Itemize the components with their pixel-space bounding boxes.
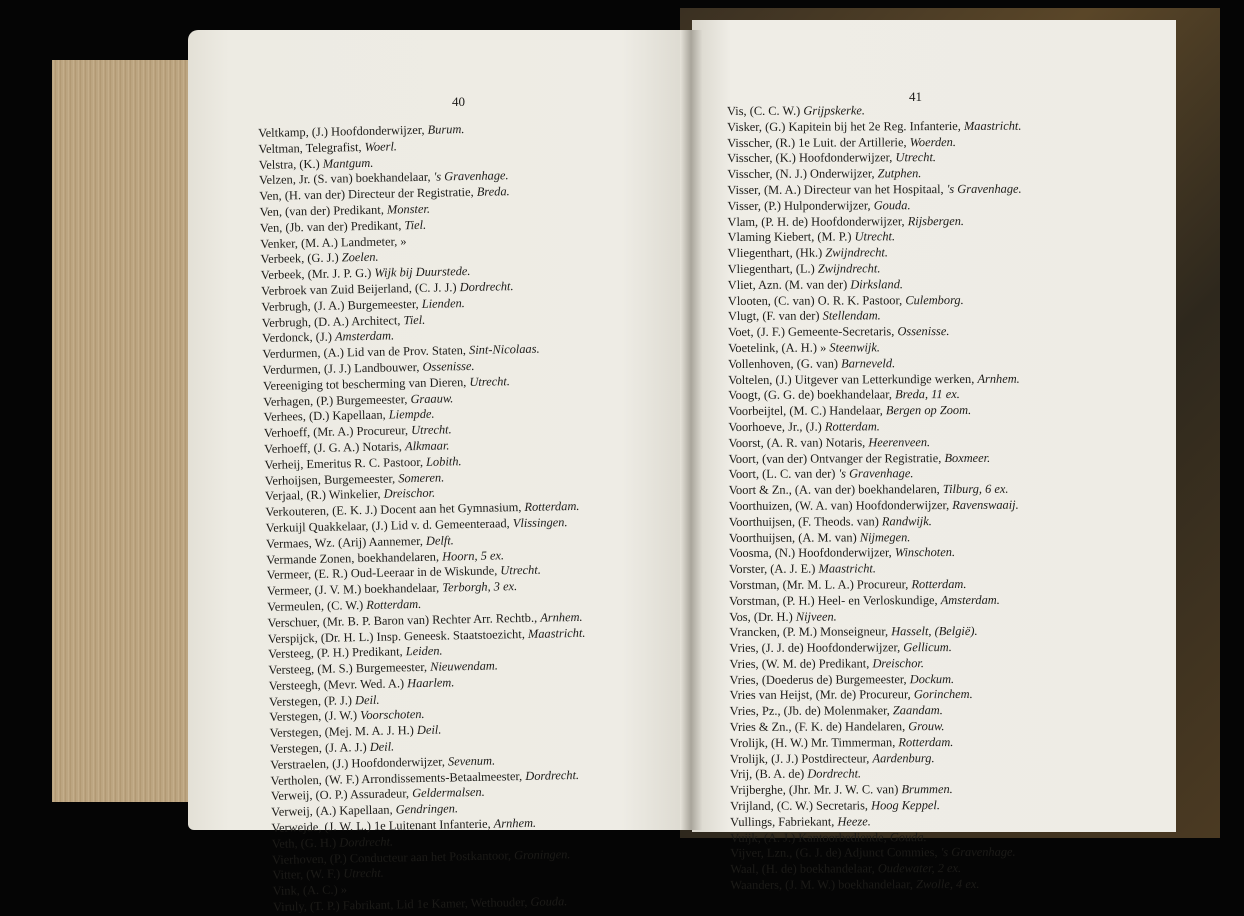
- entry-name: Velzen, Jr. (S. van) boekhandelaar,: [258, 170, 431, 188]
- directory-entry: [727, 103, 1021, 120]
- directory-entry: [730, 861, 1024, 878]
- entry-place: Randwijk.: [881, 513, 932, 529]
- entry-place: Brummen.: [901, 782, 953, 797]
- entry-place: Alkmaar.: [404, 438, 450, 454]
- entry-place: Dirksland.: [850, 276, 904, 292]
- entry-name: Voet, (J. F.) Gemeente-Secretaris,: [727, 324, 895, 340]
- entry-name: Vorstman, (Mr. M. L. A.) Procureur,: [729, 577, 909, 592]
- entry-name: Veltkamp, (J.) Hoofdonderwijzer,: [258, 122, 425, 140]
- entry-place: Utrecht.: [895, 150, 937, 165]
- entry-name: Verkuijl Quakkelaar, (J.) Lid v. d. Gemeenteraad,: [265, 516, 510, 535]
- entry-name: Voorhoeve, Jr., (J.): [728, 419, 822, 434]
- entry-place: Zwijndrecht.: [817, 261, 881, 276]
- entry-name: Viruly, (T. P.) Fabrikant, Lid 1e Kamer, Wethouder,: [272, 895, 528, 914]
- entry-name: Visser, (M. A.) Directeur van het Hospitaal,: [727, 182, 944, 197]
- entry-place: Gellicum.: [903, 640, 952, 655]
- left-entry-list: [258, 120, 591, 916]
- directory-entry: [728, 292, 1022, 309]
- entry-name: Vollenhoven, (G. van): [728, 356, 839, 371]
- entry-place: Stellendam.: [822, 308, 881, 323]
- entry-place: Nijmegen.: [859, 529, 911, 544]
- entry-name: Voosma, (N.) Hoofdonderwijzer,: [728, 545, 892, 561]
- entry-place: Tiel.: [403, 312, 426, 327]
- entry-place: 's Gravenhage.: [838, 466, 914, 481]
- entry-place: Deil.: [416, 722, 442, 738]
- entry-place: Rotterdam.: [898, 734, 954, 750]
- entry-place: Gorinchem.: [913, 687, 973, 702]
- directory-entry: [728, 355, 1022, 372]
- entry-place: Dreischor.: [872, 656, 924, 671]
- entry-place: Utrecht.: [500, 562, 541, 578]
- entry-place: Groningen.: [513, 846, 571, 862]
- entry-place: Zoelen.: [341, 250, 379, 265]
- entry-name: Vries van Heijst, (Mr. de) Procureur,: [729, 687, 911, 703]
- entry-name: Visscher, (N. J.) Onderwijzer,: [727, 166, 875, 182]
- entry-place: Rotterdam.: [524, 499, 580, 515]
- entry-name: Vermeulen, (C. W.): [267, 597, 364, 614]
- entry-name: Veth, (G. H.): [271, 835, 337, 851]
- entry-place: Tiel.: [404, 217, 427, 232]
- entry-place: Culemborg.: [905, 292, 964, 307]
- entry-place: Liempde.: [388, 407, 435, 422]
- directory-entry: [730, 735, 1024, 752]
- entry-place: Lienden.: [421, 295, 465, 311]
- entry-name: Verjaal, (R.) Winkelier,: [264, 487, 381, 504]
- directory-entry: [727, 182, 1021, 199]
- entry-name: Vrolijk, (H. W.) Mr. Timmerman,: [729, 735, 896, 750]
- entry-place: Gendringen.: [395, 801, 459, 817]
- entry-name: Voort, (L. C. van der): [728, 466, 836, 482]
- entry-place: Zwijndrecht.: [825, 245, 888, 260]
- entry-name: Verweij, (A.) Kapellaan,: [271, 802, 393, 820]
- entry-name: Voorthuijsen, (F. Theods. van): [728, 514, 879, 529]
- entry-place: Deil.: [354, 692, 380, 707]
- right-page-number: 41: [909, 89, 922, 104]
- entry-name: Voorbeijtel, (M. C.) Handelaar,: [728, 403, 883, 419]
- entry-name: Verhoeff, (J. G. A.) Notaris,: [264, 439, 403, 456]
- entry-name: Vlaming Kiebert, (M. P.): [727, 229, 852, 245]
- entry-place: Leiden.: [405, 643, 443, 659]
- directory-entry: [727, 119, 1021, 136]
- entry-place: Dordrecht.: [339, 834, 394, 850]
- book-text-block-edge: [52, 60, 202, 802]
- entry-name: Verbroek van Zuid Beijerland, (C. J. J.): [261, 280, 457, 298]
- directory-entry: [729, 545, 1023, 562]
- right-page: [692, 20, 1176, 893]
- entry-place: Ravenswaaij.: [952, 497, 1019, 512]
- entry-place: Bergen op Zoom.: [885, 403, 972, 418]
- entry-place: Hasselt, (België).: [891, 624, 978, 639]
- directory-entry: [729, 513, 1023, 530]
- entry-name: Vos, (Dr. H.): [729, 609, 793, 624]
- entry-place: Boxmeer.: [944, 450, 991, 465]
- entry-name: Ven, (H. van der) Directeur der Registratie,: [259, 185, 474, 204]
- directory-entry: [730, 829, 1024, 846]
- directory-entry: [730, 703, 1024, 720]
- entry-name: Vitter, (W. F.): [272, 867, 341, 883]
- entry-place: Heeze.: [837, 814, 871, 829]
- entry-place: Haarlem.: [407, 675, 455, 691]
- directory-entry: [729, 482, 1023, 499]
- entry-place: Graauw.: [410, 390, 454, 406]
- directory-entry: [729, 624, 1023, 641]
- entry-name: Verdurmen, (J. J.) Landbouwer,: [262, 359, 420, 377]
- entry-place: Geldermalsen.: [412, 785, 485, 801]
- entry-place: Woerden.: [909, 134, 956, 149]
- entry-place: Amsterdam.: [334, 328, 395, 344]
- entry-place: Zwolle, 4 ex.: [916, 876, 980, 892]
- entry-place: Hoog Keppel.: [871, 798, 940, 813]
- entry-name: Versteegh, (Mevr. Wed. A.): [268, 676, 405, 693]
- directory-entry: [727, 197, 1021, 214]
- entry-place: Dockum.: [909, 671, 955, 686]
- entry-place: Utrecht.: [854, 229, 896, 244]
- entry-name: Vries & Zn., (F. K. de) Handelaren,: [729, 719, 906, 735]
- entry-place: Maastricht.: [963, 118, 1022, 133]
- right-entry-list: [727, 103, 1025, 894]
- entry-name: Waal, (H. de) boekhandelaar,: [730, 861, 875, 877]
- entry-name: Vermaes, Wz. (Arij) Aannemer,: [265, 533, 423, 551]
- entry-place: Wijk bij Duurstede.: [374, 264, 471, 280]
- entry-name: Vlugt, (F. van der): [727, 308, 820, 324]
- entry-place: Tilburg, 6 ex.: [942, 481, 1009, 497]
- directory-entry: [728, 245, 1022, 262]
- entry-place: Gouda.: [889, 829, 927, 844]
- directory-entry: [727, 213, 1021, 230]
- entry-name: Vries, (W. M. de) Predikant,: [729, 656, 870, 671]
- entry-name: Vliegenthart, (L.): [727, 261, 815, 276]
- entry-place: Arnhem.: [977, 371, 1020, 386]
- entry-place: Dordrecht.: [459, 279, 514, 295]
- directory-entry: [727, 134, 1021, 151]
- directory-entry: [728, 229, 1022, 246]
- entry-name: Vrancken, (P. M.) Monseigneur,: [729, 624, 889, 640]
- entry-name: Verdonck, (J.): [261, 329, 333, 346]
- entry-place: Rotterdam.: [824, 419, 880, 434]
- entry-name: Vermeer, (E. R.) Oud-Leeraar in de Wiskunde,: [266, 563, 498, 583]
- directory-entry: [729, 529, 1023, 546]
- directory-entry: [727, 166, 1021, 183]
- entry-place: Terborgh, 3 ex.: [442, 579, 518, 595]
- entry-place: Zutphen.: [877, 166, 922, 181]
- directory-entry: [729, 671, 1023, 688]
- entry-name: Verbrugh, (J. A.) Burgemeester,: [261, 296, 419, 314]
- entry-name: Vermande Zonen, boekhandelaren,: [266, 549, 440, 567]
- directory-entry: [730, 719, 1024, 736]
- directory-entry: [729, 498, 1023, 515]
- entry-name: Verhagen, (P.) Burgemeester,: [263, 391, 408, 409]
- entry-name: Vierhoven, (P.) Conducteur aan het Postkantoor,: [271, 847, 512, 867]
- directory-entry: [728, 403, 1022, 420]
- entry-place: Gouda.: [873, 197, 911, 213]
- entry-place: Maastricht.: [527, 625, 586, 641]
- entry-place: Hoorn, 5 ex.: [441, 547, 505, 564]
- entry-place: Zaandam.: [892, 703, 943, 718]
- entry-name: Voorthuizen, (W. A. van) Hoofdonderwijzer,: [728, 497, 950, 513]
- entry-place: Deil.: [369, 739, 395, 755]
- directory-entry: [728, 324, 1022, 341]
- directory-entry: [729, 450, 1023, 467]
- entry-place: Utrecht.: [469, 373, 511, 389]
- entry-name: Visscher, (R.) 1e Luit. der Artillerie,: [727, 134, 907, 150]
- entry-place: Oudewater, 2 ex.: [877, 861, 962, 876]
- entry-place: Utrecht.: [343, 866, 384, 881]
- entry-name: Verspijck, (Dr. H. L.) Insp. Geneesk. Staatstoezicht,: [267, 626, 525, 646]
- entry-name: Vullings, Fabriekant,: [730, 814, 835, 829]
- directory-entry: [730, 750, 1024, 767]
- directory-entry: [730, 687, 1024, 704]
- entry-name: Voort, (van der) Ontvanger der Registratie,: [728, 450, 942, 466]
- entry-place: Rotterdam.: [911, 576, 967, 592]
- entry-name: Vermeer, (J. V. M.) boekhandelaar,: [266, 580, 440, 599]
- entry-name: Verbrugh, (D. A.) Architect,: [261, 312, 401, 330]
- entry-name: Voort & Zn., (A. van der) boekhandelaren,: [728, 482, 940, 498]
- entry-place: Lobith.: [425, 453, 462, 469]
- entry-place: Arnhem.: [493, 815, 537, 831]
- entry-place: Dordrecht.: [807, 766, 862, 782]
- entry-name: Vrolijk, (J. J.) Postdirecteur,: [729, 751, 870, 766]
- entry-name: Voorthuijsen, (A. M. van): [728, 529, 857, 545]
- entry-place: Delft.: [425, 533, 454, 548]
- entry-place: Someren.: [398, 470, 445, 485]
- entry-place: Breda.: [476, 184, 510, 199]
- entry-name: Verbeek, (Mr. J. P. G.): [260, 266, 372, 283]
- directory-entry: [727, 150, 1021, 167]
- entry-place: Winschoten.: [894, 545, 956, 560]
- entry-place: Dordrecht.: [525, 767, 580, 783]
- entry-name: Verbeek, (G. J.): [260, 250, 339, 267]
- entry-name: Vereeniging tot bescherming van Dieren,: [262, 374, 467, 393]
- entry-place: Maastricht.: [818, 561, 876, 576]
- entry-name: Vertholen, (W. F.) Arrondissements-Betaalmeester,: [270, 768, 523, 788]
- entry-name: Voorst, (A. R. van) Notaris,: [728, 435, 866, 450]
- book-gutter: [680, 30, 702, 830]
- entry-place: Arnhem.: [540, 609, 583, 625]
- entry-name: Venker, (M. A.) Landmeter, »: [260, 233, 407, 251]
- entry-name: Verstraelen, (J.) Hoofdonderwijzer,: [270, 754, 445, 772]
- entry-name: Verheij, Emeritus R. C. Pastoor,: [264, 454, 424, 472]
- entry-name: Versteeg, (P. H.) Predikant,: [268, 644, 403, 662]
- entry-place: 's Gravenhage.: [433, 168, 509, 185]
- entry-place: Aardenburg.: [872, 750, 935, 766]
- entry-name: Vliet, Azn. (M. van der): [727, 277, 848, 292]
- entry-name: Verwejde, (J. W. L.) 1e Luitenant Infanterie,: [271, 816, 491, 835]
- directory-entry: [728, 276, 1022, 293]
- entry-place: Nieuwendam.: [429, 658, 499, 674]
- entry-name: Versteeg, (M. S.) Burgemeester,: [268, 659, 428, 677]
- entry-name: Vliegenthart, (Hk.): [727, 245, 823, 261]
- entry-name: Voltelen, (J.) Uitgever van Letterkundige werken,: [728, 371, 975, 387]
- entry-name: Vlam, (P. H. de) Hoofdonderwijzer,: [727, 213, 905, 229]
- entry-place: Ossenisse.: [897, 324, 950, 339]
- entry-place: Grouw.: [908, 719, 945, 734]
- directory-entry: [730, 782, 1024, 799]
- directory-entry: [728, 387, 1022, 404]
- entry-name: Verstegen, (J. W.): [269, 708, 358, 725]
- left-page: [188, 30, 698, 914]
- left-page-number: 40: [452, 94, 465, 109]
- entry-name: Waanders, (J. M. W.) boekhandelaar,: [730, 877, 914, 893]
- entry-name: Verstegen, (P. J.): [268, 692, 353, 709]
- entry-name: Vis, (C. C. W.): [727, 103, 801, 118]
- entry-name: Verhoeff, (Mr. A.) Procureur,: [263, 423, 409, 441]
- entry-name: Voogt, (G. G. de) boekhandelaar,: [728, 387, 893, 403]
- directory-entry: [729, 561, 1023, 578]
- entry-name: Vrijland, (C. W.) Secretaris,: [730, 798, 869, 814]
- directory-entry: [729, 640, 1023, 657]
- directory-entry: [729, 608, 1023, 625]
- entry-place: Dreischor.: [383, 485, 436, 501]
- entry-name: Verhoijsen, Burgemeester,: [264, 470, 396, 488]
- entry-place: Steenwijk.: [829, 340, 880, 355]
- entry-name: Ven, (Jb. van der) Predikant,: [259, 218, 402, 235]
- entry-name: Vink, (A. C.) »: [272, 882, 348, 899]
- entry-name: Veltman, Telegrafist,: [258, 139, 362, 156]
- directory-entry: [729, 656, 1023, 673]
- entry-name: Verhees, (D.) Kapellaan,: [263, 407, 386, 425]
- entry-place: Voorschoten.: [360, 707, 425, 723]
- entry-name: Vries, (Doederus de) Burgemeester,: [729, 671, 907, 687]
- directory-entry: [728, 434, 1022, 451]
- entry-name: Vlooten, (C. van) O. R. K. Pastoor,: [727, 292, 903, 308]
- entry-name: Vrij, (B. A. de): [729, 767, 805, 782]
- entry-name: Verstegen, (Mej. M. A. J. H.): [269, 723, 414, 741]
- directory-entry: [728, 371, 1022, 388]
- entry-place: 's Gravenhage.: [940, 845, 1016, 860]
- directory-entry: [728, 419, 1022, 436]
- entry-place: Gouda.: [530, 894, 568, 909]
- entry-name: Vrijberghe, (Jhr. Mr. J. W. C. van): [729, 782, 899, 798]
- entry-name: Verstegen, (J. A. J.): [269, 740, 367, 756]
- directory-entry: [728, 261, 1022, 278]
- entry-place: Utrecht.: [410, 422, 452, 438]
- entry-place: Barneveld.: [841, 356, 896, 371]
- entry-place: Mantgum.: [322, 155, 374, 171]
- directory-entry: [728, 308, 1022, 325]
- directory-entry: [730, 877, 1024, 894]
- entry-name: Vijver, Lzn., (G. J. de) Adjunct Commies,: [730, 845, 938, 861]
- entry-place: Breda, 11 ex.: [895, 387, 960, 402]
- entry-place: Ossenisse.: [422, 358, 475, 374]
- entry-name: Ven, (van der) Predikant,: [259, 202, 384, 219]
- directory-entry: [730, 845, 1024, 862]
- directory-entry: [729, 466, 1023, 483]
- entry-place: Amsterdam.: [940, 592, 1000, 607]
- entry-place: Monster.: [386, 201, 431, 217]
- entry-name: Verschuer, (Mr. B. P. Baron van) Rechter Arr. Rechtb.,: [267, 610, 538, 630]
- entry-place: 's Gravenhage.: [946, 181, 1022, 197]
- entry-name: Visscher, (K.) Hoofdonderwijzer,: [727, 150, 893, 166]
- entry-place: Vlissingen.: [512, 515, 568, 531]
- directory-entry: [730, 814, 1024, 831]
- entry-name: Velstra, (K.): [258, 156, 320, 172]
- entry-place: Heerenveen.: [868, 434, 931, 450]
- entry-name: Verdurmen, (A.) Lid van de Prov. Staten,: [262, 343, 467, 362]
- entry-place: Woerl.: [364, 139, 398, 154]
- directory-entry: [730, 766, 1024, 783]
- entry-place: Burum.: [427, 122, 465, 137]
- directory-entry: [730, 798, 1024, 815]
- directory-entry: [728, 340, 1022, 357]
- entry-name: Verweij, (O. P.) Assuradeur,: [270, 786, 410, 804]
- entry-name: Vries, Pz., (Jb. de) Molenmaker,: [729, 703, 890, 719]
- entry-name: Verkouteren, (E. K. J.) Docent aan het Gymnasium,: [265, 500, 522, 520]
- entry-place: Rijsbergen.: [907, 213, 965, 228]
- entry-place: Sevenum.: [447, 753, 496, 769]
- entry-name: Vries, (J. J. de) Hoofdonderwijzer,: [729, 640, 901, 656]
- directory-entry: [729, 577, 1023, 594]
- entry-name: Visser, (P.) Hulponderwijzer,: [727, 198, 871, 213]
- entry-place: Grijpskerke.: [803, 103, 866, 118]
- entry-name: Visker, (G.) Kapitein bij het 2e Reg. Infanterie,: [727, 118, 961, 134]
- entry-place: Rotterdam.: [366, 596, 422, 612]
- entry-name: Voetelink, (A. H.) »: [728, 340, 827, 355]
- entry-place: Sint-Nicolaas.: [468, 341, 540, 358]
- entry-name: Vuijk, (A. J.) Kantoorbediende,: [730, 829, 887, 845]
- entry-name: Vorstman, (P. H.) Heel- en Verloskundige,: [729, 592, 938, 608]
- entry-place: Nijveen.: [795, 609, 837, 624]
- entry-name: Vorster, (A. J. E.): [728, 561, 816, 577]
- directory-entry: [729, 592, 1023, 609]
